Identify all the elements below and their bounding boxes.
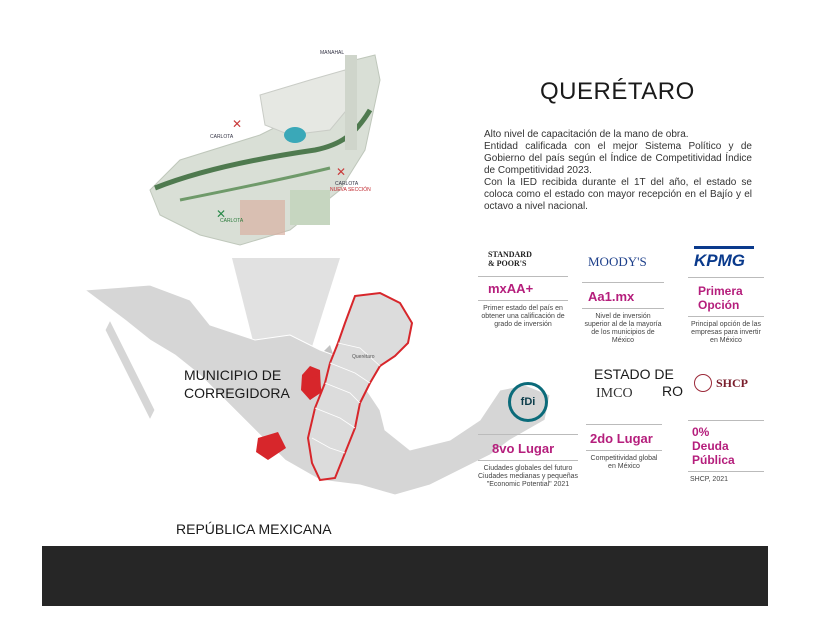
masterplan-label-carlota-2: CARLOTA: [335, 181, 359, 187]
corregidora-line: CORREGIDORA: [184, 385, 290, 401]
shcp-logo-text: SHCP: [716, 375, 749, 390]
masterplan-label-carlota-1: CARLOTA: [210, 134, 234, 140]
sp-logo: STANDARD & POOR'S: [488, 250, 532, 268]
paragraph-line-2: Entidad calificada con el mejor Sistema Político y de Gobierno del país según el Índice de Competitividad Índice de Competitividad 2023.: [484, 141, 752, 176]
bottom-bar: [42, 546, 768, 606]
masterplan-label-nueva: NUEVA SECCIÓN: [330, 187, 371, 193]
kpmg-desc: Principal opción de las empresas para invertir en México: [690, 321, 762, 344]
x-marker-3: ✕: [216, 207, 227, 221]
ro-label: RO: [662, 383, 683, 399]
imco-logo: IMCO: [596, 386, 633, 401]
masterplan-label-manahal: MANAHAL: [320, 50, 345, 56]
estado-de-label: ESTADO DE: [594, 366, 674, 382]
imco-desc: Competitividad global en México: [590, 455, 658, 470]
stat-kpmg: [688, 246, 764, 345]
fdi-icon: fDi: [508, 382, 548, 422]
moodys-logo: MOODY'S: [588, 254, 647, 269]
municipio-label: [184, 366, 290, 402]
imco-value: 2do Lugar: [590, 431, 653, 446]
stat-shcp: [688, 374, 764, 484]
stat-sp: [478, 250, 568, 329]
moodys-desc: Nivel de inversión superior al de la mayoría de los municipios de México: [584, 313, 662, 344]
moodys-value: Aa1.mx: [588, 289, 635, 304]
page-title: QUERÉTARO: [540, 78, 695, 105]
kpmg-value: Primera Opción: [698, 284, 743, 312]
sp-desc: Primer estado del país en obtener una calificación de grado de inversión: [481, 305, 565, 328]
x-marker-1: ✕: [232, 117, 243, 131]
x-marker-2: ✕: [336, 165, 347, 179]
stat-imco: [586, 386, 662, 471]
stat-moodys: [582, 254, 664, 345]
municipio-line: MUNICIPIO DE: [184, 367, 282, 383]
queretaro-state-map: [300, 288, 430, 488]
fdi-desc: Ciudades globales del futuro Ciudades medianas y pequeñas "Economic Potential" 2021: [478, 465, 579, 488]
intro-paragraph: [484, 129, 752, 213]
watermark: Alfa: [418, 314, 471, 345]
sp-value: mxAA+: [488, 281, 534, 296]
republica-label: REPÚBLICA MEXICANA: [176, 521, 332, 537]
paragraph-line-1: Alto nivel de capacitación de la mano de obra.: [484, 129, 689, 140]
masterplan-label-carlota-3: CARLOTA: [220, 218, 244, 224]
shcp-logo: [694, 374, 764, 392]
kpmg-logo: KPMG: [694, 246, 754, 271]
shcp-desc: SHCP, 2021: [690, 476, 729, 483]
shcp-value: 0% Deuda Pública: [692, 425, 735, 467]
fdi-value: 8vo Lugar: [492, 441, 555, 456]
paragraph-line-3: Con la IED recibida durante el 1T del año, el estado se coloca como el estado con mayor recepción en el Bajío y el octavo a nivel nacional.: [484, 177, 752, 212]
stat-fdi: [478, 382, 578, 489]
shcp-seal-icon: [694, 374, 712, 392]
queretaro-city-label: Querétaro: [352, 354, 375, 360]
